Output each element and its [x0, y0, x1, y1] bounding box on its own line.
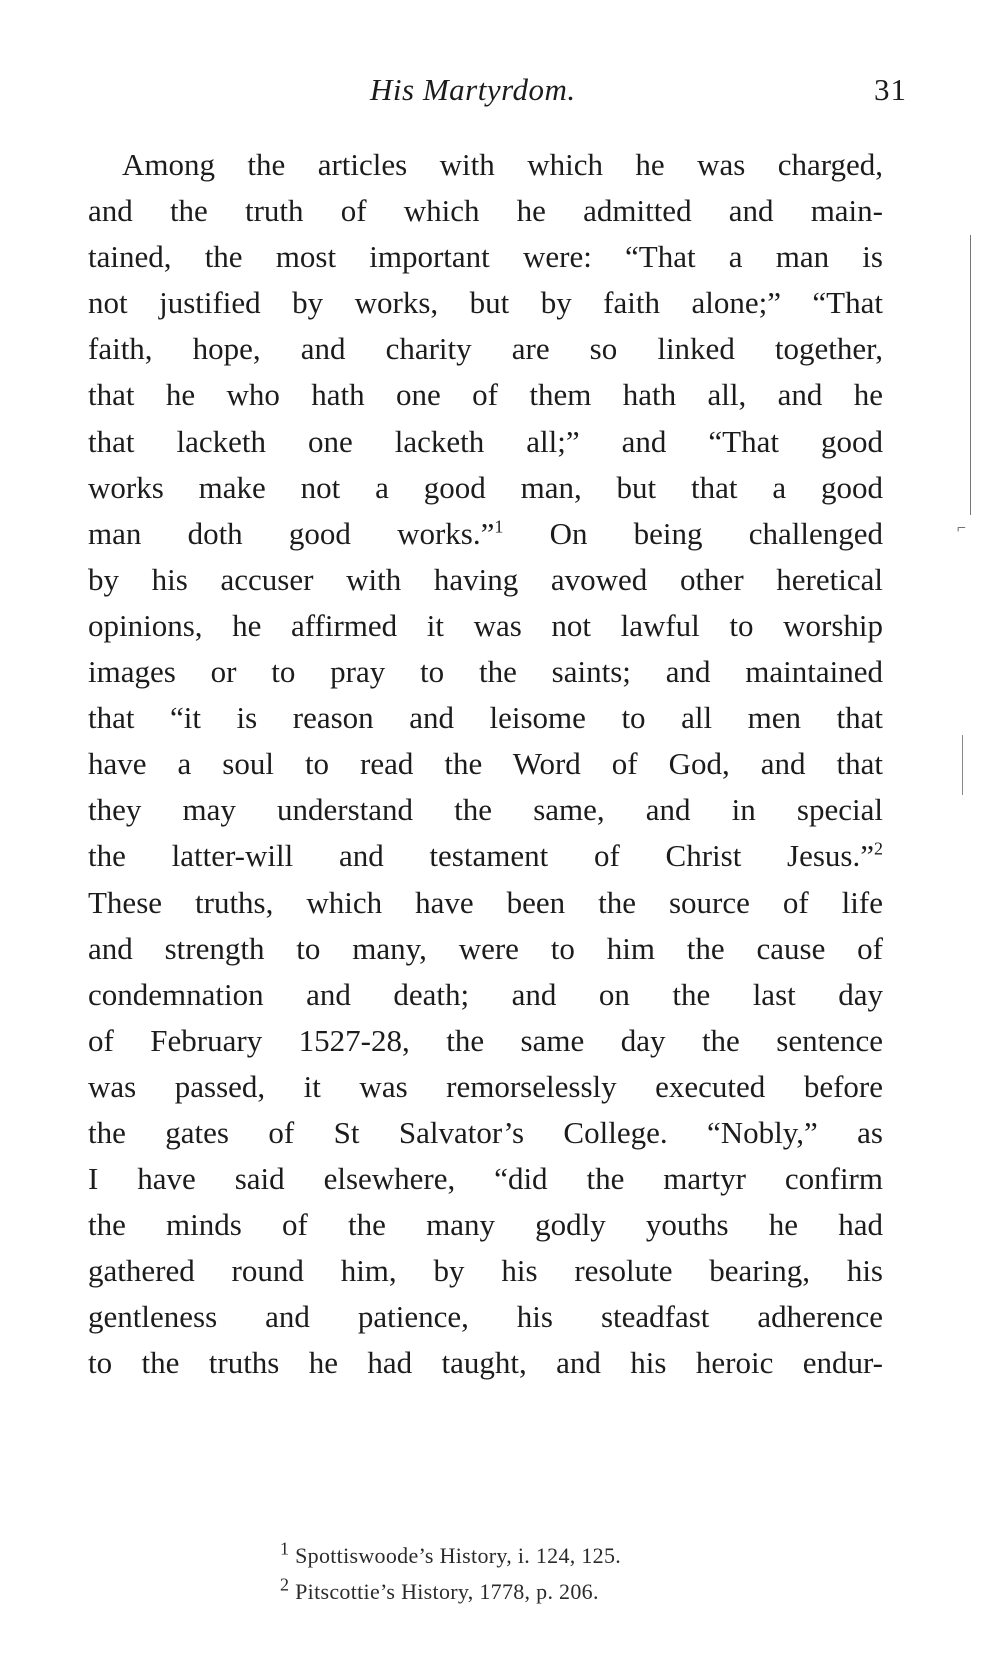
text-line: not justified by works, but by faith alone;” “That	[88, 285, 883, 321]
text-line: by his accuser with having avowed other heretical	[88, 561, 883, 597]
running-title: His Martyrdom.	[370, 72, 576, 107]
text-line: Among the articles with which he was charged,	[122, 147, 883, 182]
text-line	[88, 833, 883, 879]
text-line: of February 1527-28, the same day the sentence	[88, 1022, 883, 1058]
text-line	[88, 511, 883, 557]
text-line: gathered round him, by his resolute bearing, his	[88, 1253, 883, 1289]
text-line: I have said elsewhere, “did the martyr confirm	[88, 1161, 883, 1197]
text-line: they may understand the same, and in special	[88, 792, 883, 828]
text-line: that lacketh one lacketh all;” and “That good	[88, 423, 883, 459]
text-line: and the truth of which he admitted and main-	[88, 193, 883, 229]
footnote	[280, 1574, 840, 1610]
footnote	[280, 1538, 840, 1574]
text-line: that he who hath one of them hath all, and he	[88, 377, 883, 413]
footnote-text: Spottiswoode’s History, i. 124, 125.	[295, 1543, 622, 1568]
margin-pencil-mark	[970, 235, 971, 515]
footnote-marker: 2	[280, 1574, 290, 1595]
footnote-text: Pitscottie’s History, 1778, p. 206.	[295, 1579, 599, 1604]
text-line: and strength to many, were to him the cause of	[88, 930, 883, 966]
text-line: was passed, it was remorselessly executed before	[88, 1068, 883, 1104]
text-segment: man doth good works.”	[88, 515, 495, 551]
text-line: opinions, he affirmed it was not lawful to worship	[88, 607, 883, 643]
text-line: the minds of the many godly youths he had	[88, 1207, 883, 1243]
footnote-ref: 2	[874, 839, 883, 860]
text-line: that “it is reason and leisome to all men that	[88, 700, 883, 736]
margin-tick-mark: ⌐	[957, 520, 967, 537]
text-line: the gates of St Salvator’s College. “Nobly,” as	[88, 1114, 883, 1150]
text-line: gentleness and patience, his steadfast adherence	[88, 1299, 883, 1335]
text-line: tained, the most important were: “That a man is	[88, 239, 883, 275]
text-line: works make not a good man, but that a good	[88, 469, 883, 505]
text-line: images or to pray to the saints; and maintained	[88, 654, 883, 690]
text-line: condemnation and death; and on the last day	[88, 976, 883, 1012]
page-header	[0, 72, 1000, 112]
text-segment: the latter-will and testament of Christ Jesus.”	[88, 838, 874, 874]
body-text	[88, 142, 883, 1387]
text-segment: On being challenged	[549, 515, 883, 551]
page-number: 31	[874, 72, 907, 107]
text-line: faith, hope, and charity are so linked together,	[88, 331, 883, 367]
text-line: have a soul to read the Word of God, and that	[88, 746, 883, 782]
margin-pencil-mark	[962, 735, 963, 795]
text-line: These truths, which have been the source of life	[88, 884, 883, 920]
footnote-marker: 1	[280, 1538, 290, 1559]
footnote-ref: 1	[494, 516, 504, 537]
footnotes	[280, 1538, 840, 1610]
text-line: to the truths he had taught, and his heroic endur-	[88, 1345, 883, 1381]
